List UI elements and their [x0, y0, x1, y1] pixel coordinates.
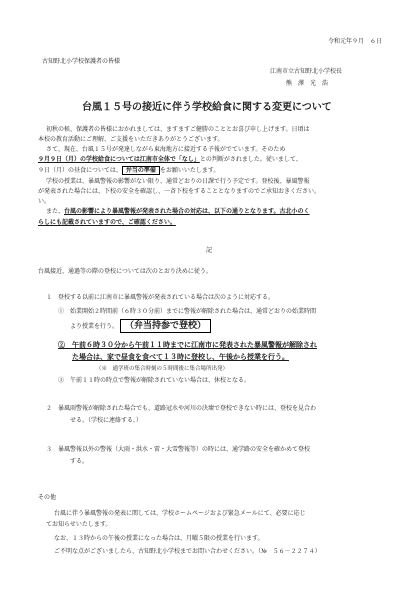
rule-1-sub: ③ 午前１１時の時点で警報が解除されていない場合は、休校となる。 — [58, 377, 251, 384]
other-line: てお知らせいたします。 — [46, 521, 112, 528]
intro-line: い。 — [38, 198, 51, 205]
rules-intro: 台風接近、通過等の際の登校については次のとおり決めに従う。 — [38, 268, 212, 275]
other-heading: その他 — [38, 494, 57, 501]
rule-3: ３ 暴風警報以外の警報（大雨・洪水・雷・大雪警報等）の時には、通学路の安全を確かめて登校 — [46, 446, 311, 453]
rule-1-sub: より授業を行う。 （弁当持参で登校） — [70, 322, 211, 331]
intro-line: が発表された場合には、下校の安全を確認し、一斉下校をすることとなりますのでご承知おきください。 — [38, 188, 321, 195]
other-line: 台風に伴う暴風警報の発表に関しては、学校ホームページおよび緊急メールにて、必要に応じ — [54, 510, 306, 517]
intro-line: 初秋の候、保護者の皆様におかれましては、ますますご健勝のこととお喜び申し上げます。日頃は — [46, 126, 310, 133]
rule-1-note: （※ 通学班の集合時刻の５時間後に集合場所出発） — [96, 366, 229, 372]
school-name: 江南市立古知野北小学校長 — [270, 68, 343, 75]
intro-line: 本校の教育活動にご理解、ご支援をいただきありがとうございます。 — [38, 136, 224, 143]
rule-1-sub: ② 午前６時３０分から午前１１時までに江南市に発表された暴風警報が解除され — [58, 340, 317, 349]
principal-name: 熊 澤 光 浩 — [286, 80, 329, 87]
rule-1: １ 登校する以前に江南市に暴風警報が発表されている場合は次のように対応する。 — [46, 294, 275, 301]
no-lunch-notice: ９月９日（月）の学校給食については江南市全体で「なし」 — [38, 156, 200, 163]
addressee: 古知野北小学校保護者の皆様 — [42, 58, 121, 65]
rule-3: する。 — [70, 458, 89, 465]
intro-line: ９日（月）の昼食については、 弁当の準備 をお願いいたします。 — [38, 167, 220, 174]
rule-1-sub: ① 始業開始２時間前（６時３０分前）までに警報が解除された場合は、通常どおりの始業時間 — [58, 308, 317, 315]
intro-line: また、台風の影響により暴風警報が発表された場合の対応は、以下の通りとなります。古北小のく — [46, 208, 310, 215]
intro-line: らしにも記載されていますので、ご確認ください。 — [38, 219, 176, 226]
bento-attend-label: （弁当持参で登校） — [120, 319, 211, 333]
bento-box-label: 弁当の準備 — [122, 166, 160, 175]
page-title: 台風１５号の接近に伴う学校給食に関する変更について — [82, 102, 332, 113]
issue-date: 令和元年９月 ６日 — [327, 38, 382, 45]
intro-line: ９月９日（月）の学校給食については江南市全体で「なし」との判断がされました。従いまして、 — [38, 156, 302, 163]
rule-2: ２ 暴風雨警報が解除された場合でも、道路冠水や河川の決壊で登校できない時には、登校を見合わ — [46, 405, 317, 412]
rule-1-sub: た場合は、家で昼食を食べて１３時に登校し、午後から授業を行う。 — [72, 352, 289, 361]
ki-heading: 記 — [206, 247, 213, 254]
other-line: ご不明な点がございましたら、古知野北小学校までお問い合わせください。（№ ５６－２２７４） — [54, 548, 321, 555]
other-line: なお、１３時からの午後の授業になった場合は、月曜５限の授業を行います。 — [54, 535, 264, 542]
intro-line: 学校の授業は、暴風警報の影響がない限り、通常どおりの日課で行う予定です。登校後、暴風警報 — [46, 178, 310, 185]
rule-2: せる。（学校に連絡する。） — [70, 417, 143, 424]
intro-line: さて、現在、台風１５号が発達しながら東海地方に接近する予報がでています。そのため — [46, 146, 286, 153]
